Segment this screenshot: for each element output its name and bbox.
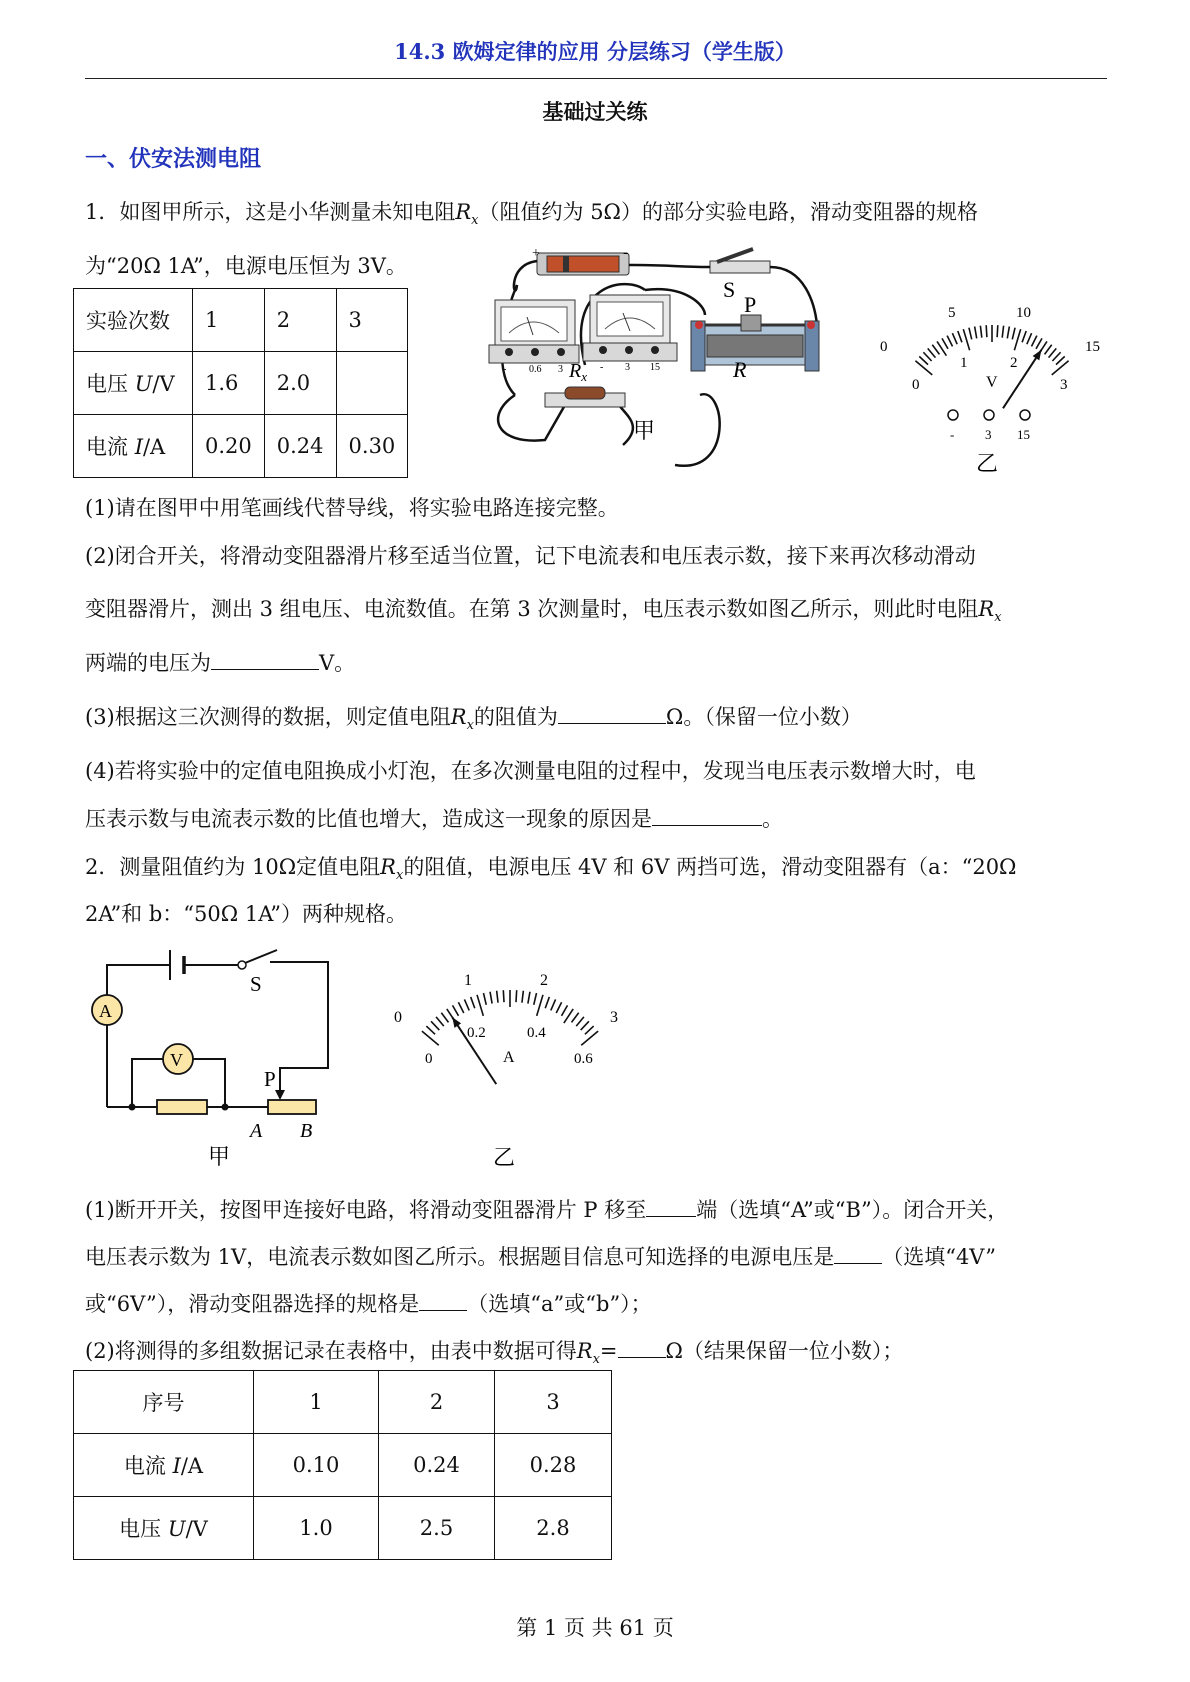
table-cell [74,1497,254,1560]
dial-tick [980,326,981,338]
rx-symbol: R [380,855,396,879]
dial-tick [1014,329,1020,350]
junction-dot [129,1104,136,1111]
q2-part2 [85,1335,903,1367]
dial-tick [997,325,998,337]
dial-bottom-tick: 0 [425,1051,433,1067]
table-cell: 0.10 [254,1434,379,1497]
rx-symbol: R [455,200,472,224]
rx-symbol: R [450,705,467,729]
table-cell: 0.30 [336,415,408,478]
dial-unit: V [986,374,998,391]
switch-label: S [723,277,736,302]
dial-tick [528,992,530,1004]
table-cell: 0.24 [264,415,336,478]
dial-tick [516,990,517,1002]
table-row [74,1434,612,1497]
answer-blank[interactable] [646,1196,696,1217]
text: 变阻器滑片，测出 3 组电压、电流数值。在第 3 次测量时，电压表示数如图乙所示，则此时电阻 [85,597,979,621]
dial-tick [986,325,987,337]
q1-part4-line2 [85,803,783,833]
figure-caption: 甲 [208,1144,231,1169]
rheostat-end-a: A [250,1120,263,1142]
voltmeter-terminal: 15 [650,362,660,373]
dial-tick [422,1031,439,1045]
dial-tick [537,995,543,1016]
dial-tick [453,1005,459,1015]
row-label-unit: /A [180,1454,204,1478]
answer-blank[interactable] [211,649,319,670]
figure-caption: 乙 [976,451,999,476]
rheostat-icon [691,315,819,371]
dial-tick [497,991,498,1003]
table-cell: 2.0 [264,352,336,415]
table-cell: 实验次数 [74,289,193,352]
ammeter-label: A [99,1001,112,1021]
dial-tick [1052,361,1069,375]
text: (3)根据这三次测得的数据，则定值电阻 [85,705,451,729]
row-label-unit: /V [185,1517,208,1541]
q2-data-table [73,1370,612,1560]
q2-part1-line2 [85,1241,996,1271]
junction-dot [222,1104,229,1111]
rx-symbol: R [576,1339,593,1363]
dial-tick [958,331,962,342]
dial-top-tick: 0 [880,339,888,355]
answer-blank[interactable] [652,805,762,826]
dial-tick [969,328,972,340]
q1-part2-line1: (2)闭合开关，将滑动变阻器滑片移至适当位置，记下电流表和电压表示数，接下来再次移动滑动 [85,544,976,568]
dial-scale [915,325,1068,375]
q1-intro-line2: 为“20Ω 1A”，电源电压恒为 3V。 [85,254,407,278]
figure-caption: 甲 [633,418,656,443]
dial-tick [431,1021,439,1030]
dial-bottom-tick: 2 [1010,355,1018,371]
text: 2．测量阻值约为 10Ω定值电阻 [85,855,381,879]
row-label-unit: /A [142,435,166,459]
voltmeter-terminal: 3 [625,362,630,373]
q1-circuit-illustration [505,245,875,477]
dial-tick [572,1013,579,1023]
rheostat-end-b: B [300,1120,313,1142]
dial-tick [963,329,969,350]
dial-top-tick: 10 [1016,305,1031,321]
dial-tick [1045,345,1052,355]
dial-tick [1031,336,1036,347]
ammeter-terminal: 3 [558,364,563,375]
dial-bottom-tick: 0.2 [467,1025,486,1041]
dial-tick [556,1002,561,1013]
q2-ammeter-dial [380,955,640,1170]
wire [770,267,817,325]
text: 或“6V”），滑动变阻器选择的规格是 [85,1292,420,1316]
dial-tick [426,1026,435,1034]
q2-intro-line1 [85,851,1016,883]
text: 端（选填“A”或“B”）。闭合开关， [696,1198,1009,1222]
header-rule [85,78,1107,79]
dial-tick [522,991,523,1003]
dial-bottom-tick: 0.6 [574,1051,593,1067]
table-cell: 1 [254,1371,379,1434]
q1-data-table [73,288,408,478]
q2-part1-line1 [85,1194,1008,1224]
q1-part4-line1: (4)若将实验中的定值电阻换成小灯泡，在多次测量电阻的过程中，发现当电压表示数增大时，电 [85,759,976,783]
q2-circuit-schematic [82,940,352,1170]
dial-tick [581,1021,589,1030]
table-row [74,289,408,352]
dial-needle [1003,350,1041,408]
q1-intro-text-a: 1．如图甲所示，这是小华测量未知电阻 [85,200,456,224]
dial-scale [422,990,598,1045]
figure-caption: 乙 [493,1145,516,1170]
text: 的阻值，电源电压 4V 和 6V 两挡可选，滑动变阻器有（a：“20Ω [403,855,1017,879]
dial-tick [477,995,483,1016]
voltmeter-icon [583,295,677,361]
dial-tick [919,356,928,364]
dial-top-tick: 15 [1085,339,1100,355]
dial-tick [490,992,492,1004]
dial-tick [1007,327,1009,339]
slider-label: P [264,1067,276,1091]
dial-tick [534,993,537,1005]
terminal-label: 15 [1017,427,1030,442]
dial-tick [436,1017,444,1026]
text: （选填“a”或“b”）； [467,1292,652,1316]
dial-tick [947,336,952,347]
terminal-icon [1020,410,1030,420]
rx-subscript: x [471,213,479,229]
dial-tick [1036,338,1042,348]
text: 两端的电压为 [85,651,211,675]
slider-arrow-icon [275,1090,285,1100]
text: (1)断开开关，按图甲连接好电路，将滑动变阻器滑片 P 移至 [85,1198,647,1222]
answer-blank[interactable] [618,1337,666,1358]
q1-voltmeter-dial [878,295,1108,475]
dial-tick [441,1013,448,1023]
needle-arrowhead [1033,350,1042,361]
resistor-icon [157,1100,207,1114]
q1-part1: (1)请在图甲中用笔画线代替导线，将实验电路连接完整。 [85,496,619,520]
text: 电压表示数为 1V，电流表示数如图乙所示。根据题目信息可知选择的电源电压是 [85,1245,835,1269]
row-label-unit: /V [152,372,175,396]
dial-tick [928,348,936,357]
row-label-var: I [134,435,143,459]
rx-subscript: x [592,1352,600,1368]
section-title: 基础过关练 [542,99,648,124]
dial-top-tick: 5 [948,305,956,321]
table-cell: 0.28 [495,1434,612,1497]
q1-part2-line2 [85,593,1002,625]
dial-tick [471,997,475,1008]
dial-tick [952,333,957,344]
row-label-var: U [167,1517,186,1541]
dial-tick [1052,352,1060,361]
battery-icon [537,253,629,275]
dial-tick [545,997,549,1008]
dial-unit: A [503,1049,515,1066]
table-row [74,415,408,478]
resistor-icon [545,387,625,407]
wire [675,394,720,466]
text: 的阻值为 [473,705,558,729]
slider-label: P [744,292,757,317]
row-label: 电流 [123,1454,173,1478]
q1-part2-line3 [85,647,355,677]
dial-tick [458,1002,463,1013]
rx-symbol: R [978,597,995,621]
needle-arrowhead [452,1017,461,1028]
table-cell: 2.5 [379,1497,495,1560]
text: = [599,1339,618,1363]
dial-tick [975,327,977,339]
table-cell: 1 [193,289,265,352]
dial-tick [576,1017,584,1026]
q1-part3 [85,701,862,733]
dial-tick [503,990,504,1002]
rx-subscript: x [395,868,404,884]
dial-tick [932,345,939,355]
text: 。 [762,807,783,831]
table-cell [336,352,408,415]
table-cell [74,352,193,415]
table-row [74,1371,612,1434]
q2-part1-line3 [85,1288,652,1318]
switch-label: S [250,972,262,996]
table-cell: 1.6 [193,352,265,415]
answer-blank[interactable] [419,1290,467,1311]
dial-tick [923,352,931,361]
rx-label: $R_x$ [569,360,587,384]
table-row [74,352,408,415]
row-label: 电流 [86,435,135,459]
dial-tick [1022,331,1026,342]
dial-tick [483,993,486,1005]
dial-top-tick: 2 [540,972,548,989]
dial-tick [562,1005,568,1015]
table-row [74,1497,612,1560]
table-cell: 3 [336,289,408,352]
text: 压表示数与电流表示数的比值也增大，造成这一现象的原因是 [85,807,652,831]
dial-top-tick: 1 [464,972,472,989]
terminal-icon [948,410,958,420]
ammeter-icon [489,300,579,363]
battery-plus: + [532,246,540,261]
row-label-var: I [172,1454,181,1478]
terminal-icon [984,410,994,420]
q1-intro-line1 [85,196,978,228]
dial-tick [464,999,469,1010]
q2-intro-line2: 2A”和 b：“50Ω 1A”）两种规格。 [85,902,408,926]
answer-blank[interactable] [834,1243,882,1264]
battery-minus: - [623,244,629,261]
rx-subscript: x [466,718,474,734]
rheostat-label: R [733,357,747,382]
answer-blank[interactable] [558,703,666,724]
dial-tick [1049,348,1057,357]
page-footer: 第 1 页 共 61 页 [516,1616,674,1640]
circuit-wires [107,962,328,1107]
text: Ω。（保留一位小数） [665,705,862,729]
dial-bottom-tick: 3 [1060,377,1068,393]
dial-tick [1002,326,1003,338]
table-cell: 0.20 [193,415,265,478]
text: （选填“4V” [882,1245,996,1269]
text: (2)将测得的多组数据记录在表格中，由表中数据可得 [85,1339,577,1363]
voltmeter-label: V [170,1050,183,1070]
dial-tick [585,1026,594,1034]
table-cell [74,415,193,478]
table-cell: 2 [379,1371,495,1434]
dial-top-tick: 0 [394,1009,402,1026]
table-cell: 3 [495,1371,612,1434]
table-cell: 0.24 [379,1434,495,1497]
dial-tick [1056,356,1065,364]
dial-tick [1027,333,1032,344]
rx-subscript: x [994,610,1002,626]
table-cell: 2.8 [495,1497,612,1560]
table-cell [74,1434,254,1497]
text: V。 [319,651,356,675]
dial-top-tick: 3 [610,1009,618,1026]
wire [629,265,710,267]
row-label: 电压 [86,372,135,396]
dial-tick [551,999,556,1010]
dial-bottom-tick: 1 [960,355,968,371]
dial-tick [915,361,932,375]
text: Ω（结果保留一位小数）； [665,1339,904,1363]
dial-tick [942,338,948,348]
ammeter-terminal: 0.6 [529,364,542,375]
q1-intro-text-b: （阻值约为 5Ω）的部分实验电路，滑动变阻器的规格 [478,200,978,224]
dial-tick [1012,328,1015,340]
dial-bottom-tick: 0.4 [527,1025,546,1041]
terminal-label: - [950,427,955,442]
table-cell: 1.0 [254,1497,379,1560]
part-heading: 一、伏安法测电阻 [85,146,262,172]
switch-icon [710,249,770,273]
terminal-label: 3 [985,427,992,442]
page-header-title: 14.3 欧姆定律的应用 分层练习（学生版） [394,39,796,64]
dial-bottom-tick: 0 [912,377,920,393]
table-cell: 2 [264,289,336,352]
voltmeter-terminal: - [600,362,604,373]
rheostat-icon [268,1100,316,1114]
dial-tick [581,1031,598,1045]
table-cell: 序号 [74,1371,254,1434]
row-label-var: U [134,372,153,396]
row-label: 电压 [119,1517,168,1541]
ammeter-terminal: - [503,364,507,375]
